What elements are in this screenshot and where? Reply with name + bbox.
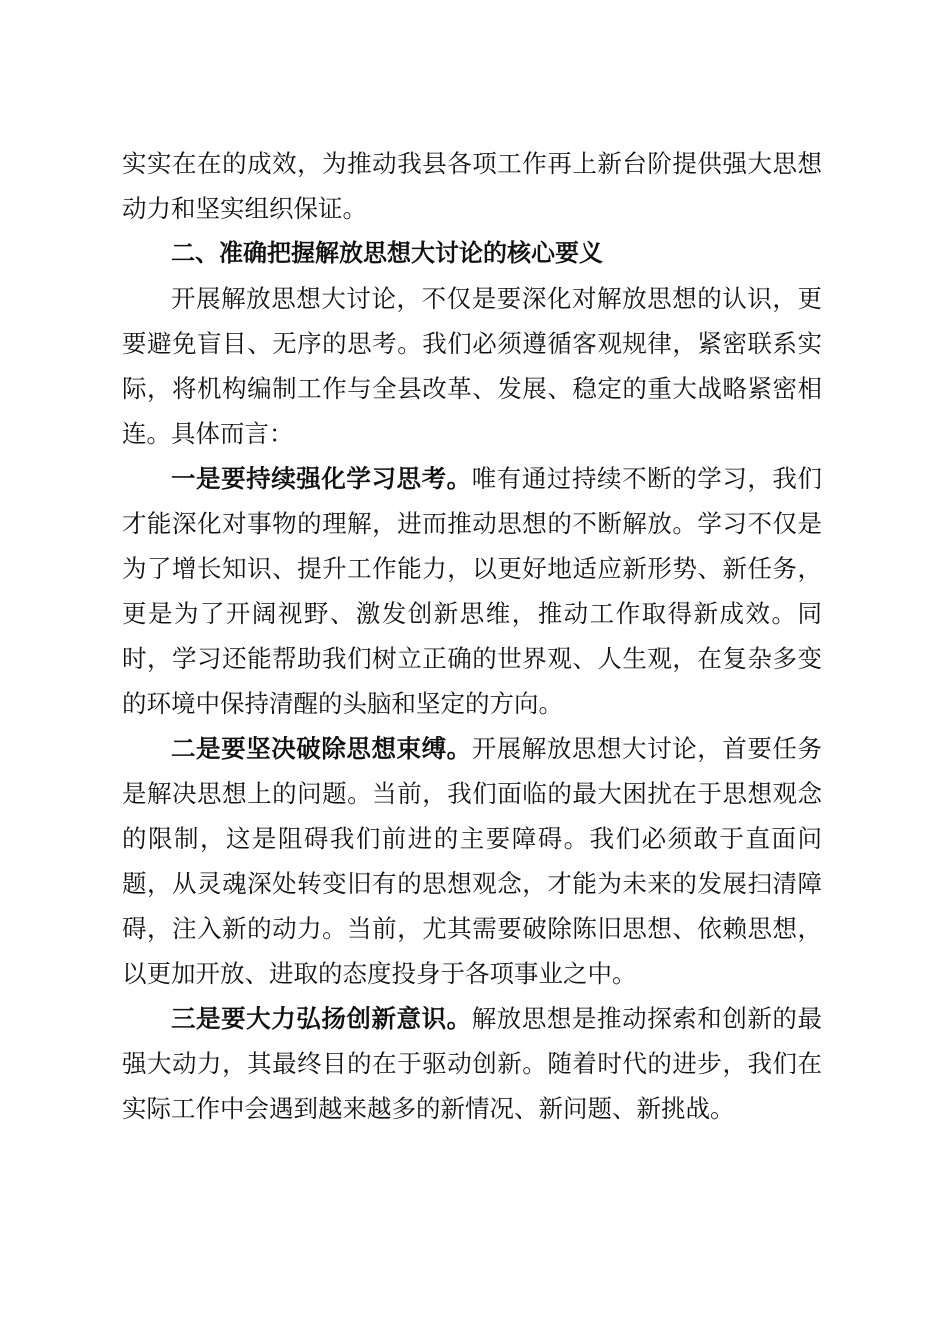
point-body-1: 唯有通过持续不断的学习，我们才能深化对事物的理解，进而推动思想的不断解放。学习不仅是为了增长知识、提升工作能力，以更好地适应新形势、新任务，更是为了开阔视野、激发创新思维，推动工作取得新成效。同时，学习还能帮助我们树立正确的世界观、人生观，在复杂多变的环境中保持清醒的头脑和坚定的方向。 xyxy=(122,464,822,718)
continuation-paragraph: 实实在在的成效，为推动我县各项工作再上新台阶提供强大思想动力和坚实组织保证。 xyxy=(122,149,822,223)
point-paragraph-3 xyxy=(122,996,822,1131)
section-heading: 二、准确把握解放思想大讨论的核心要义 xyxy=(171,239,603,267)
document-page xyxy=(122,141,822,1131)
point-lead-2: 二是要坚决破除思想束缚。 xyxy=(171,734,472,763)
point-paragraph-2 xyxy=(122,726,822,996)
point-lead-3: 三是要大力弘扬创新意识。 xyxy=(171,1004,472,1033)
intro-paragraph: 开展解放思想大讨论，不仅是要深化对解放思想的认识，更要避免盲目、无序的思考。我们必须遵循客观规律，紧密联系实际，将机构编制工作与全县改革、发展、稳定的重大战略紧密相连。具体而言： xyxy=(122,284,822,448)
point-body-2: 开展解放思想大讨论，首要任务是解决思想上的问题。当前，我们面临的最大困扰在于思想观念的限制，这是阻碍我们前进的主要障碍。我们必须敢于直面问题，从灵魂深处转变旧有的思想观念，才能为未来的发展扫清障碍，注入新的动力。当前，尤其需要破除陈旧思想、依赖思想，以更加开放、进取的态度投身于各项事业之中。 xyxy=(122,734,822,988)
point-body-3: 解放思想是推动探索和创新的最强大动力，其最终目的在于驱动创新。随着时代的进步，我们在实际工作中会遇到越来越多的新情况、新问题、新挑战。 xyxy=(122,1004,822,1123)
point-paragraph-1 xyxy=(122,456,822,726)
point-lead-1: 一是要持续强化学习思考。 xyxy=(171,464,472,493)
